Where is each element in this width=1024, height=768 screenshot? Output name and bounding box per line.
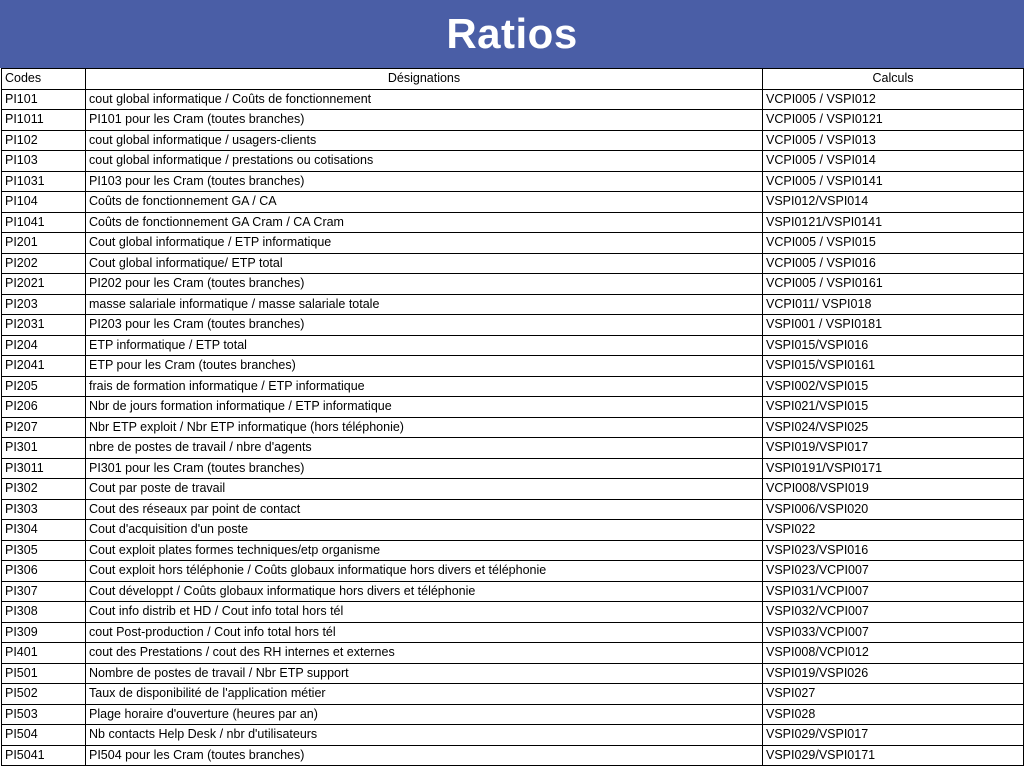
cell-calcul: VCPI005 / VSPI012 [763,89,1024,110]
table-row [2,335,1024,356]
cell-designation: nbre de postes de travail / nbre d'agents [86,438,763,459]
cell-calcul: VCPI005 / VSPI013 [763,130,1024,151]
table-row [2,171,1024,192]
table-row [2,233,1024,254]
cell-calcul: VSPI029/VSPI017 [763,725,1024,746]
table-row [2,479,1024,500]
cell-calcul: VSPI024/VSPI025 [763,417,1024,438]
cell-designation: Taux de disponibilité de l'application métier [86,684,763,705]
cell-calcul: VSPI001 / VSPI0181 [763,315,1024,336]
cell-designation: PI504 pour les Cram (toutes branches) [86,745,763,766]
table-row [2,643,1024,664]
cell-code: PI302 [2,479,86,500]
cell-designation: PI101 pour les Cram (toutes branches) [86,110,763,131]
cell-code: PI101 [2,89,86,110]
cell-code: PI3011 [2,458,86,479]
cell-calcul: VCPI005 / VSPI0121 [763,110,1024,131]
table-row [2,253,1024,274]
table-row [2,151,1024,172]
table-header-row [2,69,1024,90]
table-row [2,561,1024,582]
table-row [2,704,1024,725]
cell-code: PI201 [2,233,86,254]
cell-code: PI504 [2,725,86,746]
table-row [2,376,1024,397]
table-row [2,315,1024,336]
cell-calcul: VSPI027 [763,684,1024,705]
table-row [2,212,1024,233]
cell-calcul: VCPI005 / VSPI0161 [763,274,1024,295]
table-row [2,397,1024,418]
cell-calcul: VCPI005 / VSPI015 [763,233,1024,254]
cell-code: PI103 [2,151,86,172]
table-row [2,622,1024,643]
cell-designation: Cout exploit plates formes techniques/etp organisme [86,540,763,561]
table-row [2,745,1024,766]
cell-designation: Nbr ETP exploit / Nbr ETP informatique (hors téléphonie) [86,417,763,438]
cell-designation: Cout par poste de travail [86,479,763,500]
cell-designation: cout des Prestations / cout des RH internes et externes [86,643,763,664]
cell-calcul: VSPI029/VSPI0171 [763,745,1024,766]
cell-calcul: VSPI022 [763,520,1024,541]
cell-code: PI205 [2,376,86,397]
cell-code: PI1041 [2,212,86,233]
table-row [2,458,1024,479]
cell-calcul: VSPI028 [763,704,1024,725]
cell-calcul: VSPI015/VSPI0161 [763,356,1024,377]
cell-calcul: VSPI019/VSPI017 [763,438,1024,459]
table-row [2,663,1024,684]
cell-code: PI309 [2,622,86,643]
title-bar [0,0,1024,68]
cell-code: PI301 [2,438,86,459]
cell-designation: masse salariale informatique / masse salariale totale [86,294,763,315]
cell-code: PI305 [2,540,86,561]
cell-code: PI304 [2,520,86,541]
cell-designation: Coûts de fonctionnement GA / CA [86,192,763,213]
cell-calcul: VSPI019/VSPI026 [763,663,1024,684]
cell-code: PI401 [2,643,86,664]
cell-code: PI207 [2,417,86,438]
cell-code: PI501 [2,663,86,684]
table-row [2,438,1024,459]
page-title: Ratios [446,10,578,57]
cell-code: PI2021 [2,274,86,295]
cell-code: PI5041 [2,745,86,766]
cell-code: PI503 [2,704,86,725]
cell-calcul: VSPI002/VSPI015 [763,376,1024,397]
cell-designation: cout global informatique / usagers-clients [86,130,763,151]
cell-code: PI2041 [2,356,86,377]
cell-designation: Cout exploit hors téléphonie / Coûts globaux informatique hors divers et téléphonie [86,561,763,582]
cell-designation: frais de formation informatique / ETP informatique [86,376,763,397]
cell-calcul: VSPI023/VSPI016 [763,540,1024,561]
header-codes: Codes [2,69,86,90]
cell-designation: Coûts de fonctionnement GA Cram / CA Cram [86,212,763,233]
cell-calcul: VSPI0121/VSPI0141 [763,212,1024,233]
cell-code: PI203 [2,294,86,315]
cell-code: PI102 [2,130,86,151]
table-row [2,417,1024,438]
cell-designation: Cout info distrib et HD / Cout info total hors tél [86,602,763,623]
cell-code: PI1031 [2,171,86,192]
table-row [2,520,1024,541]
cell-code: PI308 [2,602,86,623]
table-row [2,684,1024,705]
cell-designation: Plage horaire d'ouverture (heures par an) [86,704,763,725]
cell-calcul: VSPI012/VSPI014 [763,192,1024,213]
table-row [2,581,1024,602]
cell-code: PI306 [2,561,86,582]
cell-calcul: VSPI008/VCPI012 [763,643,1024,664]
cell-calcul: VSPI015/VSPI016 [763,335,1024,356]
table-row [2,356,1024,377]
cell-designation: PI203 pour les Cram (toutes branches) [86,315,763,336]
cell-code: PI2031 [2,315,86,336]
cell-designation: cout global informatique / prestations ou cotisations [86,151,763,172]
cell-calcul: VSPI021/VSPI015 [763,397,1024,418]
cell-designation: ETP pour les Cram (toutes branches) [86,356,763,377]
cell-designation: Nbr de jours formation informatique / ETP informatique [86,397,763,418]
cell-calcul: VSPI032/VCPI007 [763,602,1024,623]
cell-calcul: VSPI006/VSPI020 [763,499,1024,520]
cell-designation: cout Post-production / Cout info total hors tél [86,622,763,643]
cell-code: PI204 [2,335,86,356]
ratios-table [1,68,1024,766]
cell-designation: PI301 pour les Cram (toutes branches) [86,458,763,479]
table-row [2,725,1024,746]
cell-code: PI1011 [2,110,86,131]
cell-calcul: VSPI033/VCPI007 [763,622,1024,643]
cell-calcul: VSPI031/VCPI007 [763,581,1024,602]
cell-calcul: VCPI008/VSPI019 [763,479,1024,500]
cell-designation: PI103 pour les Cram (toutes branches) [86,171,763,192]
cell-code: PI202 [2,253,86,274]
table-row [2,192,1024,213]
cell-designation: Cout développt / Coûts globaux informatique hors divers et téléphonie [86,581,763,602]
table-row [2,499,1024,520]
cell-code: PI307 [2,581,86,602]
table-row [2,602,1024,623]
cell-designation: ETP informatique / ETP total [86,335,763,356]
cell-designation: Cout des réseaux par point de contact [86,499,763,520]
table-row [2,540,1024,561]
cell-designation: PI202 pour les Cram (toutes branches) [86,274,763,295]
table-body [2,89,1024,766]
cell-designation: Nombre de postes de travail / Nbr ETP support [86,663,763,684]
cell-designation: Cout global informatique / ETP informatique [86,233,763,254]
cell-code: PI104 [2,192,86,213]
table-row [2,274,1024,295]
table-row [2,130,1024,151]
cell-calcul: VSPI0191/VSPI0171 [763,458,1024,479]
cell-designation: Cout d'acquisition d'un poste [86,520,763,541]
table-row [2,89,1024,110]
cell-calcul: VSPI023/VCPI007 [763,561,1024,582]
cell-calcul: VCPI011/ VSPI018 [763,294,1024,315]
cell-code: PI303 [2,499,86,520]
header-calculs: Calculs [763,69,1024,90]
cell-calcul: VCPI005 / VSPI016 [763,253,1024,274]
cell-calcul: VCPI005 / VSPI0141 [763,171,1024,192]
cell-calcul: VCPI005 / VSPI014 [763,151,1024,172]
table-row [2,110,1024,131]
cell-code: PI502 [2,684,86,705]
cell-designation: cout global informatique / Coûts de fonctionnement [86,89,763,110]
header-designations: Désignations [86,69,763,90]
cell-code: PI206 [2,397,86,418]
cell-designation: Nb contacts Help Desk / nbr d'utilisateurs [86,725,763,746]
table-row [2,294,1024,315]
cell-designation: Cout global informatique/ ETP total [86,253,763,274]
